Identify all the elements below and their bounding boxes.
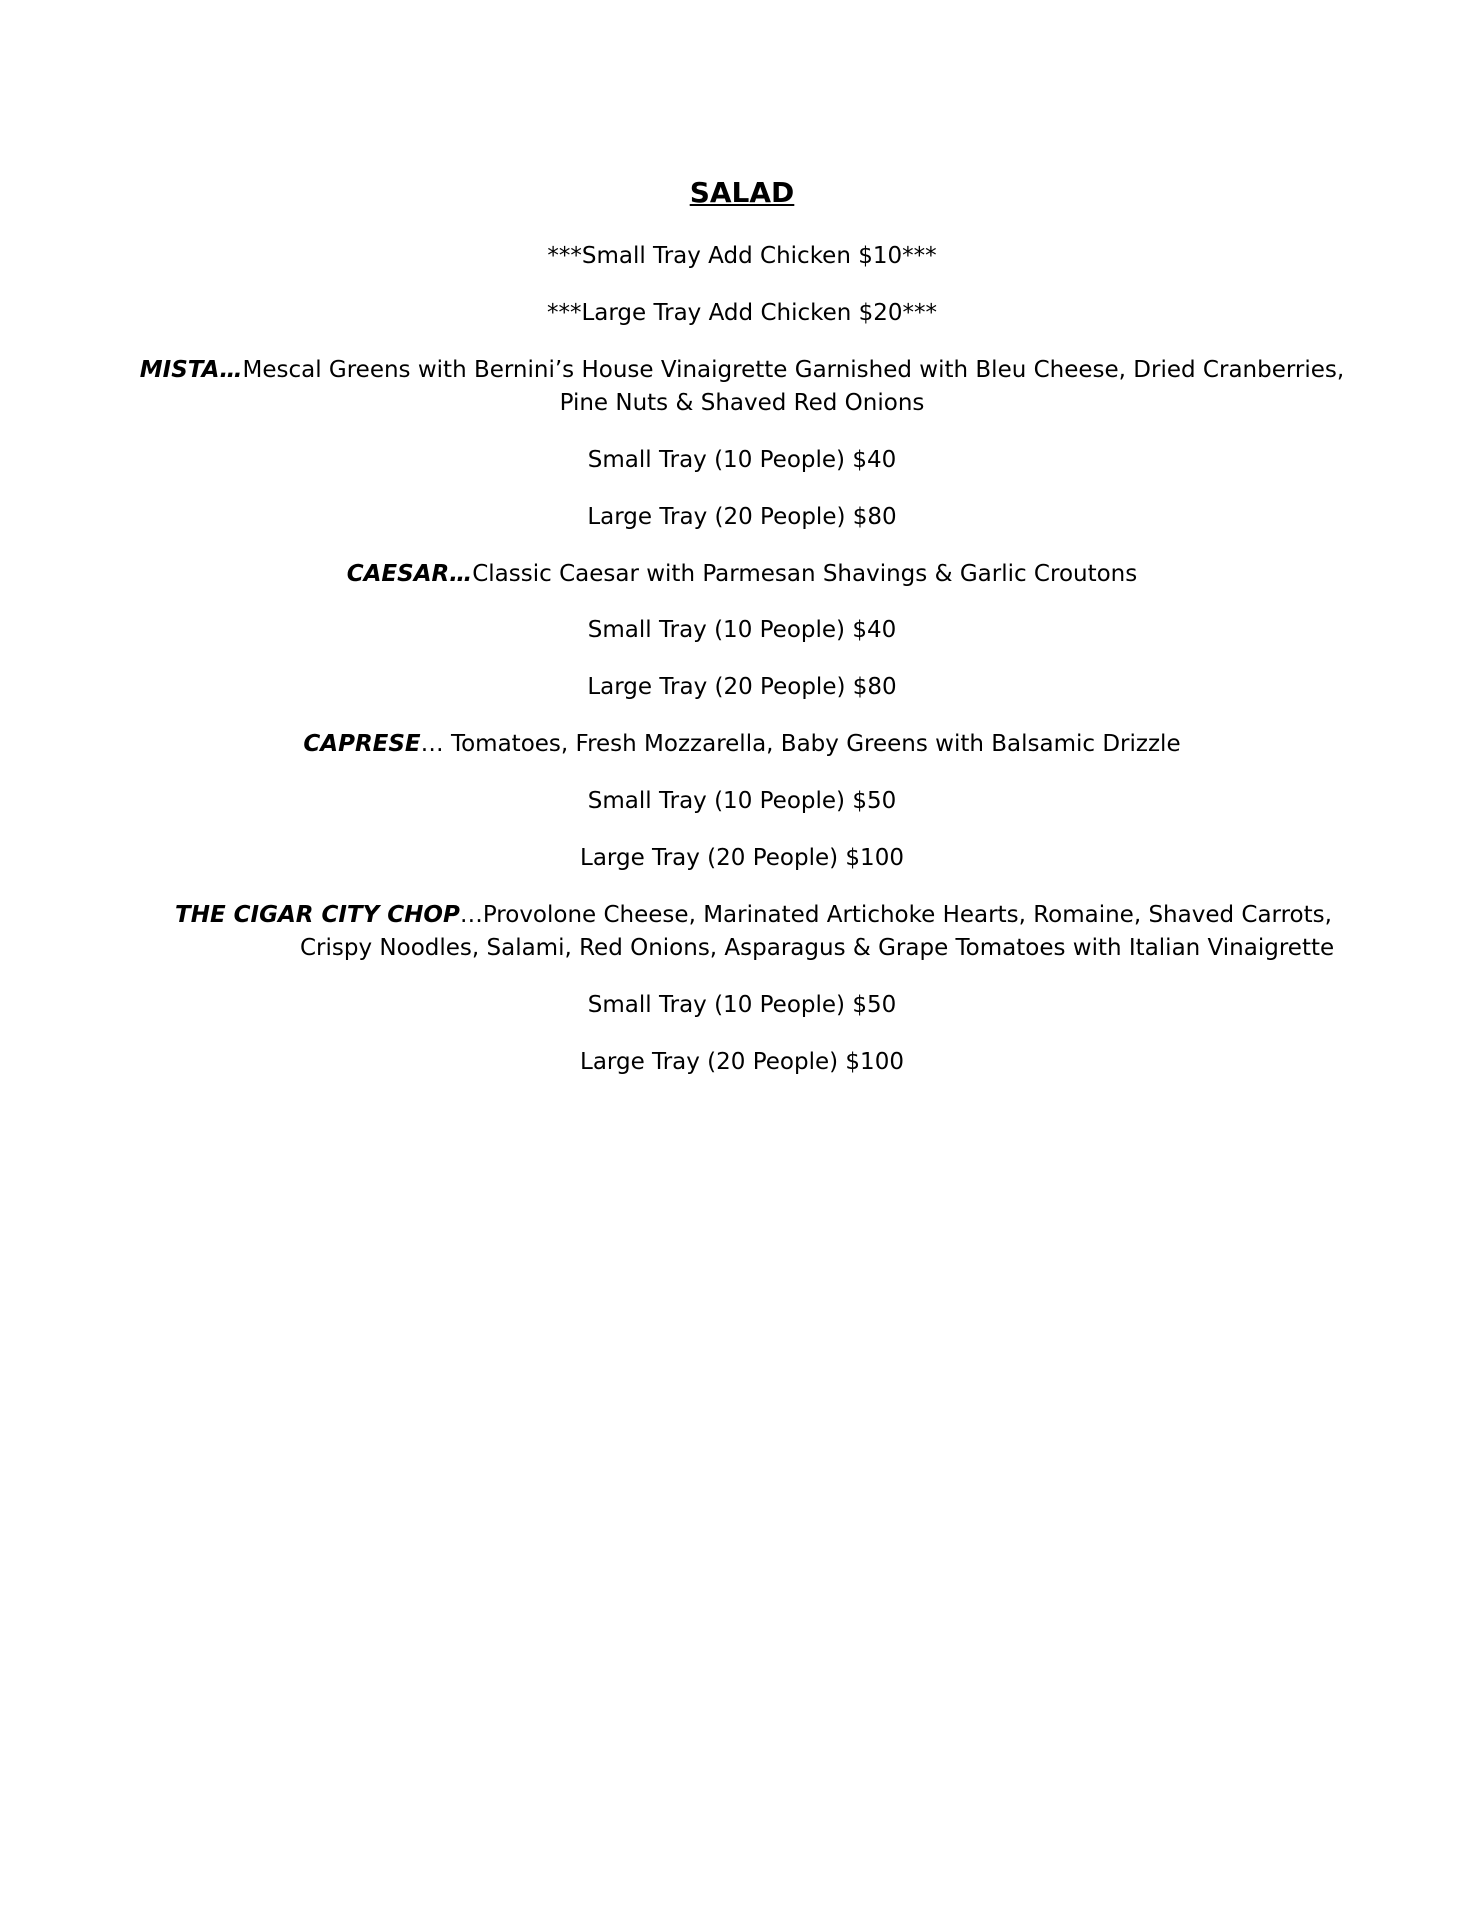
caesar-name: CAESAR… [346,561,473,587]
cigar-city-chop-description-cont: Crispy Noodles, Salami, Red Onions, Asparagus & Grape Tomatoes with Italian Vinaigrette [300,935,1335,961]
cigar-city-chop-item [175,899,1332,931]
mista-name: MISTA… [139,357,243,383]
mista-small-price: Small Tray (10 People) $40 [587,447,897,473]
cigar-city-chop-small-price: Small Tray (10 People) $50 [587,992,897,1018]
mista-large-price: Large Tray (20 People) $80 [587,504,897,530]
small-tray-chicken-note: ***Small Tray Add Chicken $10*** [547,243,937,269]
caprese-item [0,728,1484,760]
caesar-large-price: Large Tray (20 People) $80 [587,674,897,700]
caprese-small-price: Small Tray (10 People) $50 [587,788,897,814]
mista-description: Mescal Greens with Bernini’s House Vinaigrette Garnished with Bleu Cheese, Dried Cranberries, [242,357,1345,383]
caesar-item [0,558,1484,590]
mista-description-cont: Pine Nuts & Shaved Red Onions [559,390,925,416]
cigar-city-chop-large-price: Large Tray (20 People) $100 [580,1049,904,1075]
caesar-description: Classic Caesar with Parmesan Shavings & Garlic Croutons [472,561,1138,587]
mista-item [0,354,1484,386]
cigar-city-chop-description: Provolone Cheese, Marinated Artichoke Hearts, Romaine, Shaved Carrots, [482,902,1332,928]
page-title: SALAD [689,176,795,209]
caprese-description: Tomatoes, Fresh Mozzarella, Baby Greens with Balsamic Drizzle [443,731,1181,757]
large-tray-chicken-note: ***Large Tray Add Chicken $20*** [546,300,938,326]
caprese-name: CAPRESE [303,731,421,757]
caprese-name-ellipsis: … [420,731,444,757]
caesar-small-price: Small Tray (10 People) $40 [587,617,897,643]
cigar-city-chop-name-ellipsis: … [459,902,483,928]
cigar-city-chop-name: THE CIGAR CITY CHOP [175,902,460,928]
caprese-large-price: Large Tray (20 People) $100 [580,845,904,871]
